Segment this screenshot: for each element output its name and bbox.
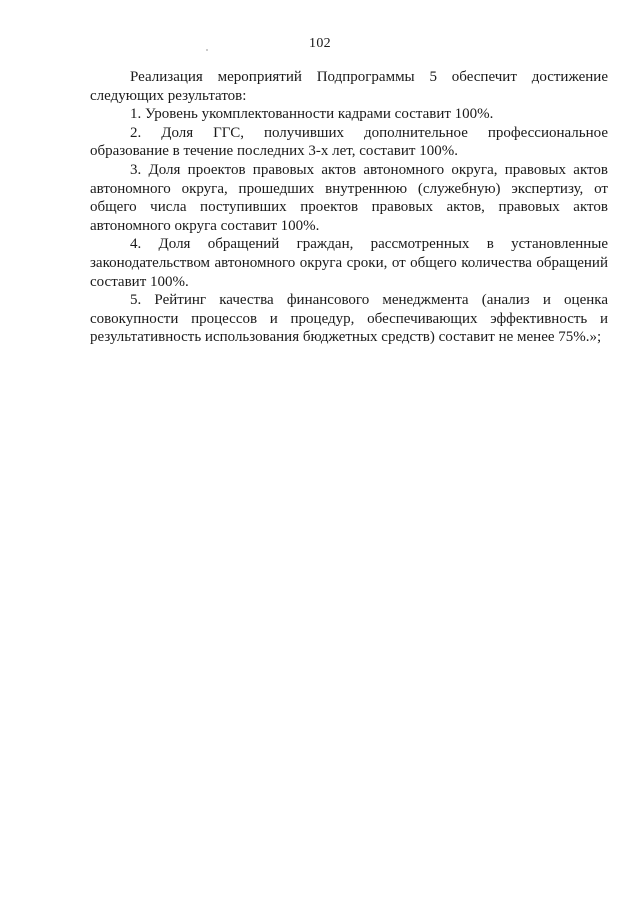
result-item-3: 3. Доля проектов правовых актов автономного округа, правовых актов автономного округа, прошедших внутреннюю (служебную) экспертизу, от общего числа поступивших проектов правовых актов, правовых актов автономного округа составит 100%. xyxy=(90,161,608,234)
result-item-5: 5. Рейтинг качества финансового менеджмента (анализ и оценка совокупности процессов и процедур, обеспечивающих эффективность и результативность использования бюджетных средств) составит не менее 75%.»; xyxy=(90,292,608,346)
page-number: 102 xyxy=(309,36,331,51)
document-body xyxy=(90,68,608,347)
scan-speck xyxy=(206,49,208,51)
intro-paragraph: Реализация мероприятий Подпрограммы 5 обеспечит достижение следующих результатов: xyxy=(90,69,608,104)
result-item-2: 2. Доля ГГС, получивших дополнительное профессиональное образование в течение последних 3-х лет, составит 100%. xyxy=(90,124,608,160)
result-item-1: 1. Уровень укомплектованности кадрами составит 100%. xyxy=(130,106,494,123)
result-item-4: 4. Доля обращений граждан, рассмотренных в установленные законодательством автономного округа сроки, от общего количества обращений составит 100%. xyxy=(90,236,608,290)
